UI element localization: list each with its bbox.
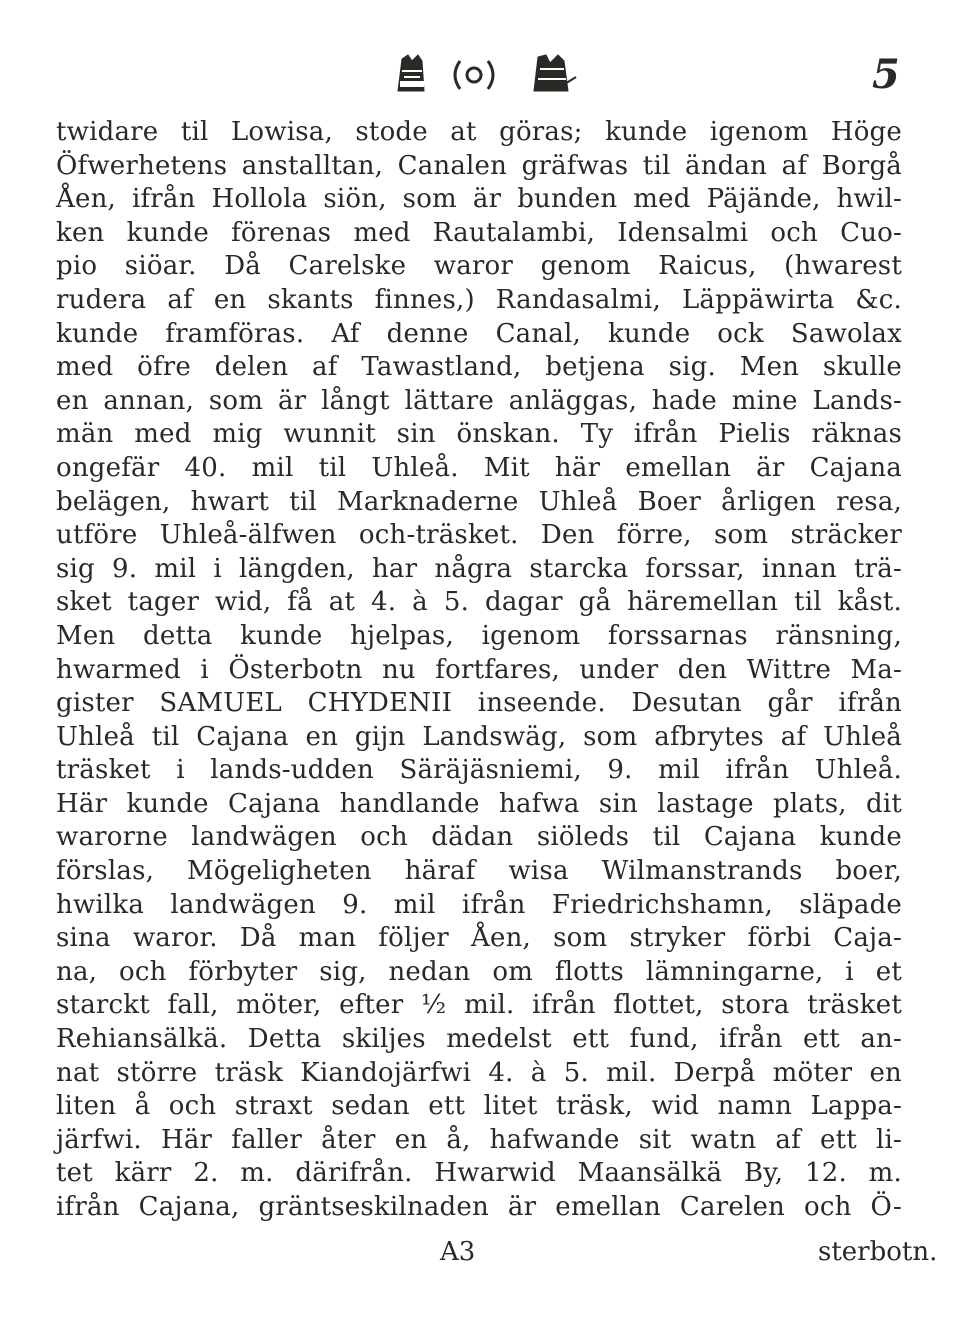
text-line: na, och förbyter sig, nedan om flotts lämningarne, i et (56, 956, 902, 987)
text-line: twidare til Lowisa, stode at göras; kunde igenom Höge (56, 117, 902, 147)
text-line: pio siöar. Då Carelske waror genom Raicus, (hwarest (56, 251, 902, 282)
text-line: Uhleå til Cajana en gijn Landswäg, som afbrytes af Uhleå (56, 721, 902, 752)
text-line: en annan, som är långt lättare anläggas, hade mine Lands- (56, 385, 902, 416)
text-line: rudera af en skants finnes,) Randasalmi, Läppäwirta &c. (56, 284, 902, 315)
text-line: hwilka landwägen 9. mil ifrån Friedrichshamn, släpade (56, 889, 902, 920)
text-line: sina waror. Då man följer Åen, som stryker förbi Caja- (56, 923, 902, 954)
text-line: män med mig wunnit sin önskan. Ty ifrån Pielis räknas (56, 419, 902, 450)
text-line: järfwi. Här faller åter en å, hafwande sit watn af ett li- (56, 1124, 902, 1155)
text-line: ken kunde förenas med Rautalambi, Idensalmi och Cuo- (56, 217, 902, 248)
text-line: Åen, ifrån Hollola siön, som är bunden med Päjände, hwil- (56, 184, 902, 215)
page-header (0, 45, 960, 105)
text-line: tet kärr 2. m. därifrån. Hwarwid Maansälkä By, 12. m. (56, 1158, 902, 1189)
text-line: med öfre delen af Tawastland, betjena sig. Men skulle (56, 352, 902, 383)
text-line: Öfwerhetens anstalltan, Canalen gräfwas til ändan af Borgå (56, 150, 902, 181)
page-footer (0, 1232, 960, 1272)
text-line: träsket i lands-udden Säräjäsniemi, 9. mil ifrån Uhleå. (56, 755, 902, 786)
text-line: starckt fall, möter, efter ½ mil. ifrån flottet, stora träsket (56, 990, 902, 1021)
catchword: sterbotn. (818, 1237, 938, 1267)
decorative-headpiece-icon (388, 51, 588, 95)
text-line: Här kunde Cajana handlande hafwa sin lastage plats, dit (56, 788, 902, 819)
text-line: nat större träsk Kiandojärfwi 4. à 5. mil. Derpå möter en (56, 1057, 902, 1088)
text-line: utföre Uhleå-älfwen och-träsket. Den förre, som sträcker (56, 520, 902, 551)
text-line: sig 9. mil i längden, har några starcka forssar, innan trä- (56, 553, 902, 584)
text-line: liten å och straxt sedan ett litet träsk, wid namn Lappa- (56, 1091, 902, 1122)
text-line: kunde framföras. Af denne Canal, kunde ock Sawolax (56, 318, 902, 349)
text-line: sket tager wid, få at 4. à 5. dagar gå häremellan til kåst. (56, 587, 902, 618)
text-line: gister SAMUEL CHYDENII inseende. Desutan går ifrån (56, 688, 902, 719)
signature-mark: A3 (440, 1237, 476, 1267)
page-number: 5 (872, 51, 900, 98)
text-line: hwarmed i Österbotn nu fortfares, under den Wittre Ma- (56, 654, 902, 685)
text-line: ifrån Cajana, gräntseskilnaden är emellan Carelen och Ö- (56, 1192, 902, 1222)
body-text (56, 116, 902, 1225)
text-line: Rehiansälkä. Detta skiljes medelst ett fund, ifrån ett an- (56, 1024, 902, 1055)
text-line: warorne landwägen och dädan siöleds til Cajana kunde (56, 822, 902, 853)
text-line: förslas, Mögeligheten häraf wisa Wilmanstrands boer, (56, 856, 902, 887)
text-line: ongefär 40. mil til Uhleå. Mit här emellan är Cajana (56, 452, 902, 483)
text-line: belägen, hwart til Marknaderne Uhleå Boer årligen resa, (56, 486, 902, 517)
text-line: Men detta kunde hjelpas, igenom forssarnas ränsning, (56, 620, 902, 651)
